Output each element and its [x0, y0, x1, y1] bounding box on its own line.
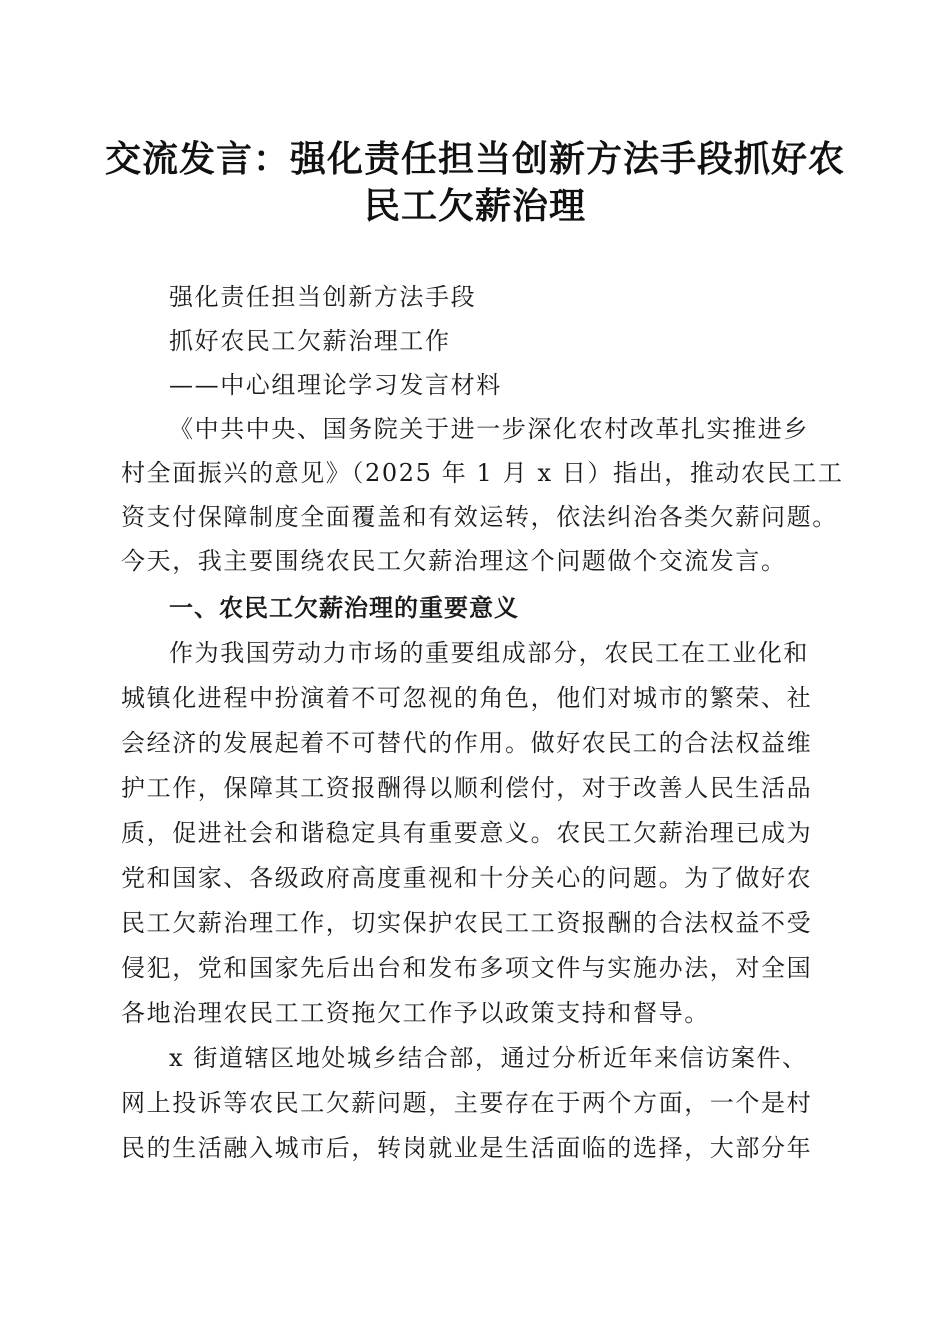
body-paragraph-line: 质，促进社会和谐稳定具有重要意义。农民工欠薪治理已成为 [121, 819, 813, 847]
body-paragraph-line: 网上投诉等农民工欠薪问题，主要存在于两个方面，一个是村 [121, 1089, 813, 1117]
subtitle-line: 强化责任担当创新方法手段 [169, 283, 477, 311]
body-paragraph-line: 民工欠薪治理工作，切实保护农民工工资报酬的合法权益不受 [121, 909, 813, 937]
intro-paragraph-line: 今天，我主要围绕农民工欠薪治理这个问题做个交流发言。 [121, 547, 787, 575]
body-paragraph-line: 会经济的发展起着不可替代的作用。做好农民工的合法权益维 [121, 729, 813, 757]
body-paragraph-line: 各地治理农民工工资拖欠工作予以政策支持和督导。 [121, 999, 710, 1027]
body-paragraph-line: 民的生活融入城市后，转岗就业是生活面临的选择，大部分年 [121, 1134, 813, 1162]
body-paragraph-line: 侵犯，党和国家先后出台和发布多项文件与实施办法，对全国 [121, 954, 813, 982]
section-heading: 一、农民工欠薪治理的重要意义 [169, 594, 519, 622]
intro-paragraph-line: 资支付保障制度全面覆盖和有效运转，依法纠治各类欠薪问题。 [121, 503, 838, 531]
body-paragraph-line: 作为我国劳动力市场的重要组成部分，农民工在工业化和 [169, 639, 809, 667]
body-paragraph-line: 城镇化进程中扮演着不可忽视的角色，他们对城市的繁荣、社 [121, 684, 813, 712]
document-title-line-2: 民工欠薪治理 [363, 185, 586, 227]
body-paragraph-line: 党和国家、各级政府高度重视和十分关心的问题。为了做好农 [121, 864, 813, 892]
intro-paragraph-line: 《中共中央、国务院关于进一步深化农村改革扎实推进乡 [169, 415, 809, 443]
body-paragraph-line: x 街道辖区地处城乡结合部，通过分析近年来信访案件、 [169, 1044, 808, 1072]
body-paragraph-line: 护工作，保障其工资报酬得以顺利偿付，对于改善人民生活品 [121, 774, 813, 802]
document-title-line-1: 交流发言：强化责任担当创新方法手段抓好农 [104, 138, 845, 180]
subtitle-line: 抓好农民工欠薪治理工作 [169, 327, 451, 355]
intro-paragraph-line: 村全面振兴的意见》（2025 年 1 月 x 日）指出，推动农民工工 [121, 459, 844, 487]
subtitle-line: ——中心组理论学习发言材料 [169, 371, 502, 399]
